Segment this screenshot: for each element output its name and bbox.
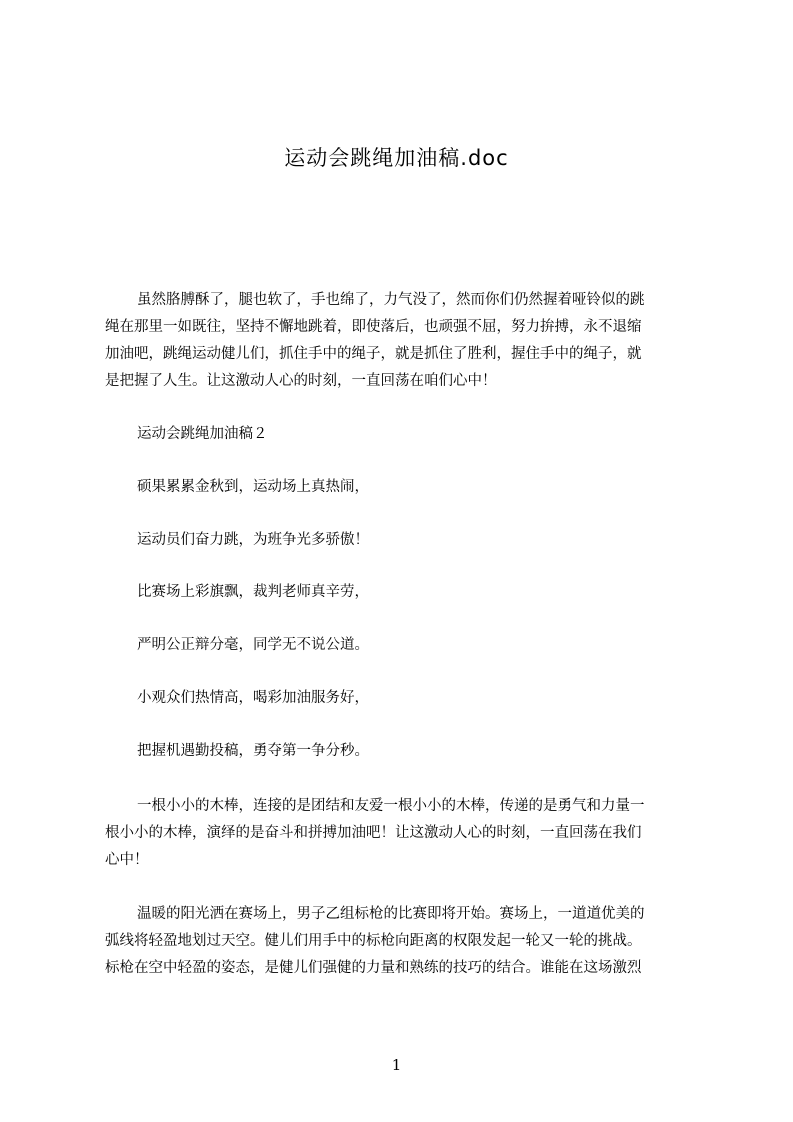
paragraph-line: 温暖的阳光洒在赛场上，男子乙组标枪的比赛即将开始。赛场上，一道道优美的	[137, 906, 645, 922]
document-title: 运动会跳绳加油稿.doc	[284, 146, 509, 170]
poem-line: 把握机遇勤投稿，勇夺第一争分秒。	[137, 743, 369, 759]
paragraph-line: 根小小的木棒，演绎的是奋斗和拼搏加油吧！让这激动人心的时刻，一直回荡在我们	[105, 825, 642, 841]
paragraph-1	[105, 287, 698, 395]
poem-line: 小观众们热情高，喝彩加油服务好，	[137, 690, 369, 706]
poem-line: 比赛场上彩旗飘，裁判老师真辛劳，	[137, 584, 369, 600]
paragraph-line: 弧线将轻盈地划过天空。健儿们用手中的标枪向距离的权限发起一轮又一轮的挑战。	[105, 933, 642, 949]
paragraph-line: 加油吧，跳绳运动健儿们，抓住手中的绳子，就是抓住了胜利，握住手中的绳子，就	[105, 346, 642, 362]
poem-line: 运动员们奋力跳，为班争光多骄傲！	[137, 532, 369, 548]
paragraph-line: 是把握了人生。让这激动人心的时刻，一直回荡在咱们心中！	[105, 373, 497, 389]
paragraph-line: 心中！	[105, 852, 149, 868]
paragraph-line: 标枪在空中轻盈的姿态，是健儿们强健的力量和熟练的技巧的结合。谁能在这场激烈	[105, 960, 642, 976]
paragraph-line: 绳在那里一如既往，坚持不懈地跳着，即使落后，也顽强不屈，努力拚搏，永不退缩	[105, 319, 642, 335]
poem-line: 严明公正辩分毫，同学无不说公道。	[137, 637, 369, 653]
page-number: 1	[391, 1056, 402, 1074]
poem-line: 硕果累累金秋到，运动场上真热闹，	[137, 479, 369, 495]
section-heading: 运动会跳绳加油稿２	[137, 426, 268, 442]
paragraph-3	[105, 793, 698, 874]
paragraph-line: 虽然胳膊酥了，腿也软了，手也绵了，力气没了，然而你们仍然握着哑铃似的跳	[137, 292, 645, 308]
paragraph-4	[105, 901, 698, 982]
paragraph-line: 一根小小的木棒，连接的是团结和友爱一根小小的木棒，传递的是勇气和力量一	[137, 798, 645, 814]
